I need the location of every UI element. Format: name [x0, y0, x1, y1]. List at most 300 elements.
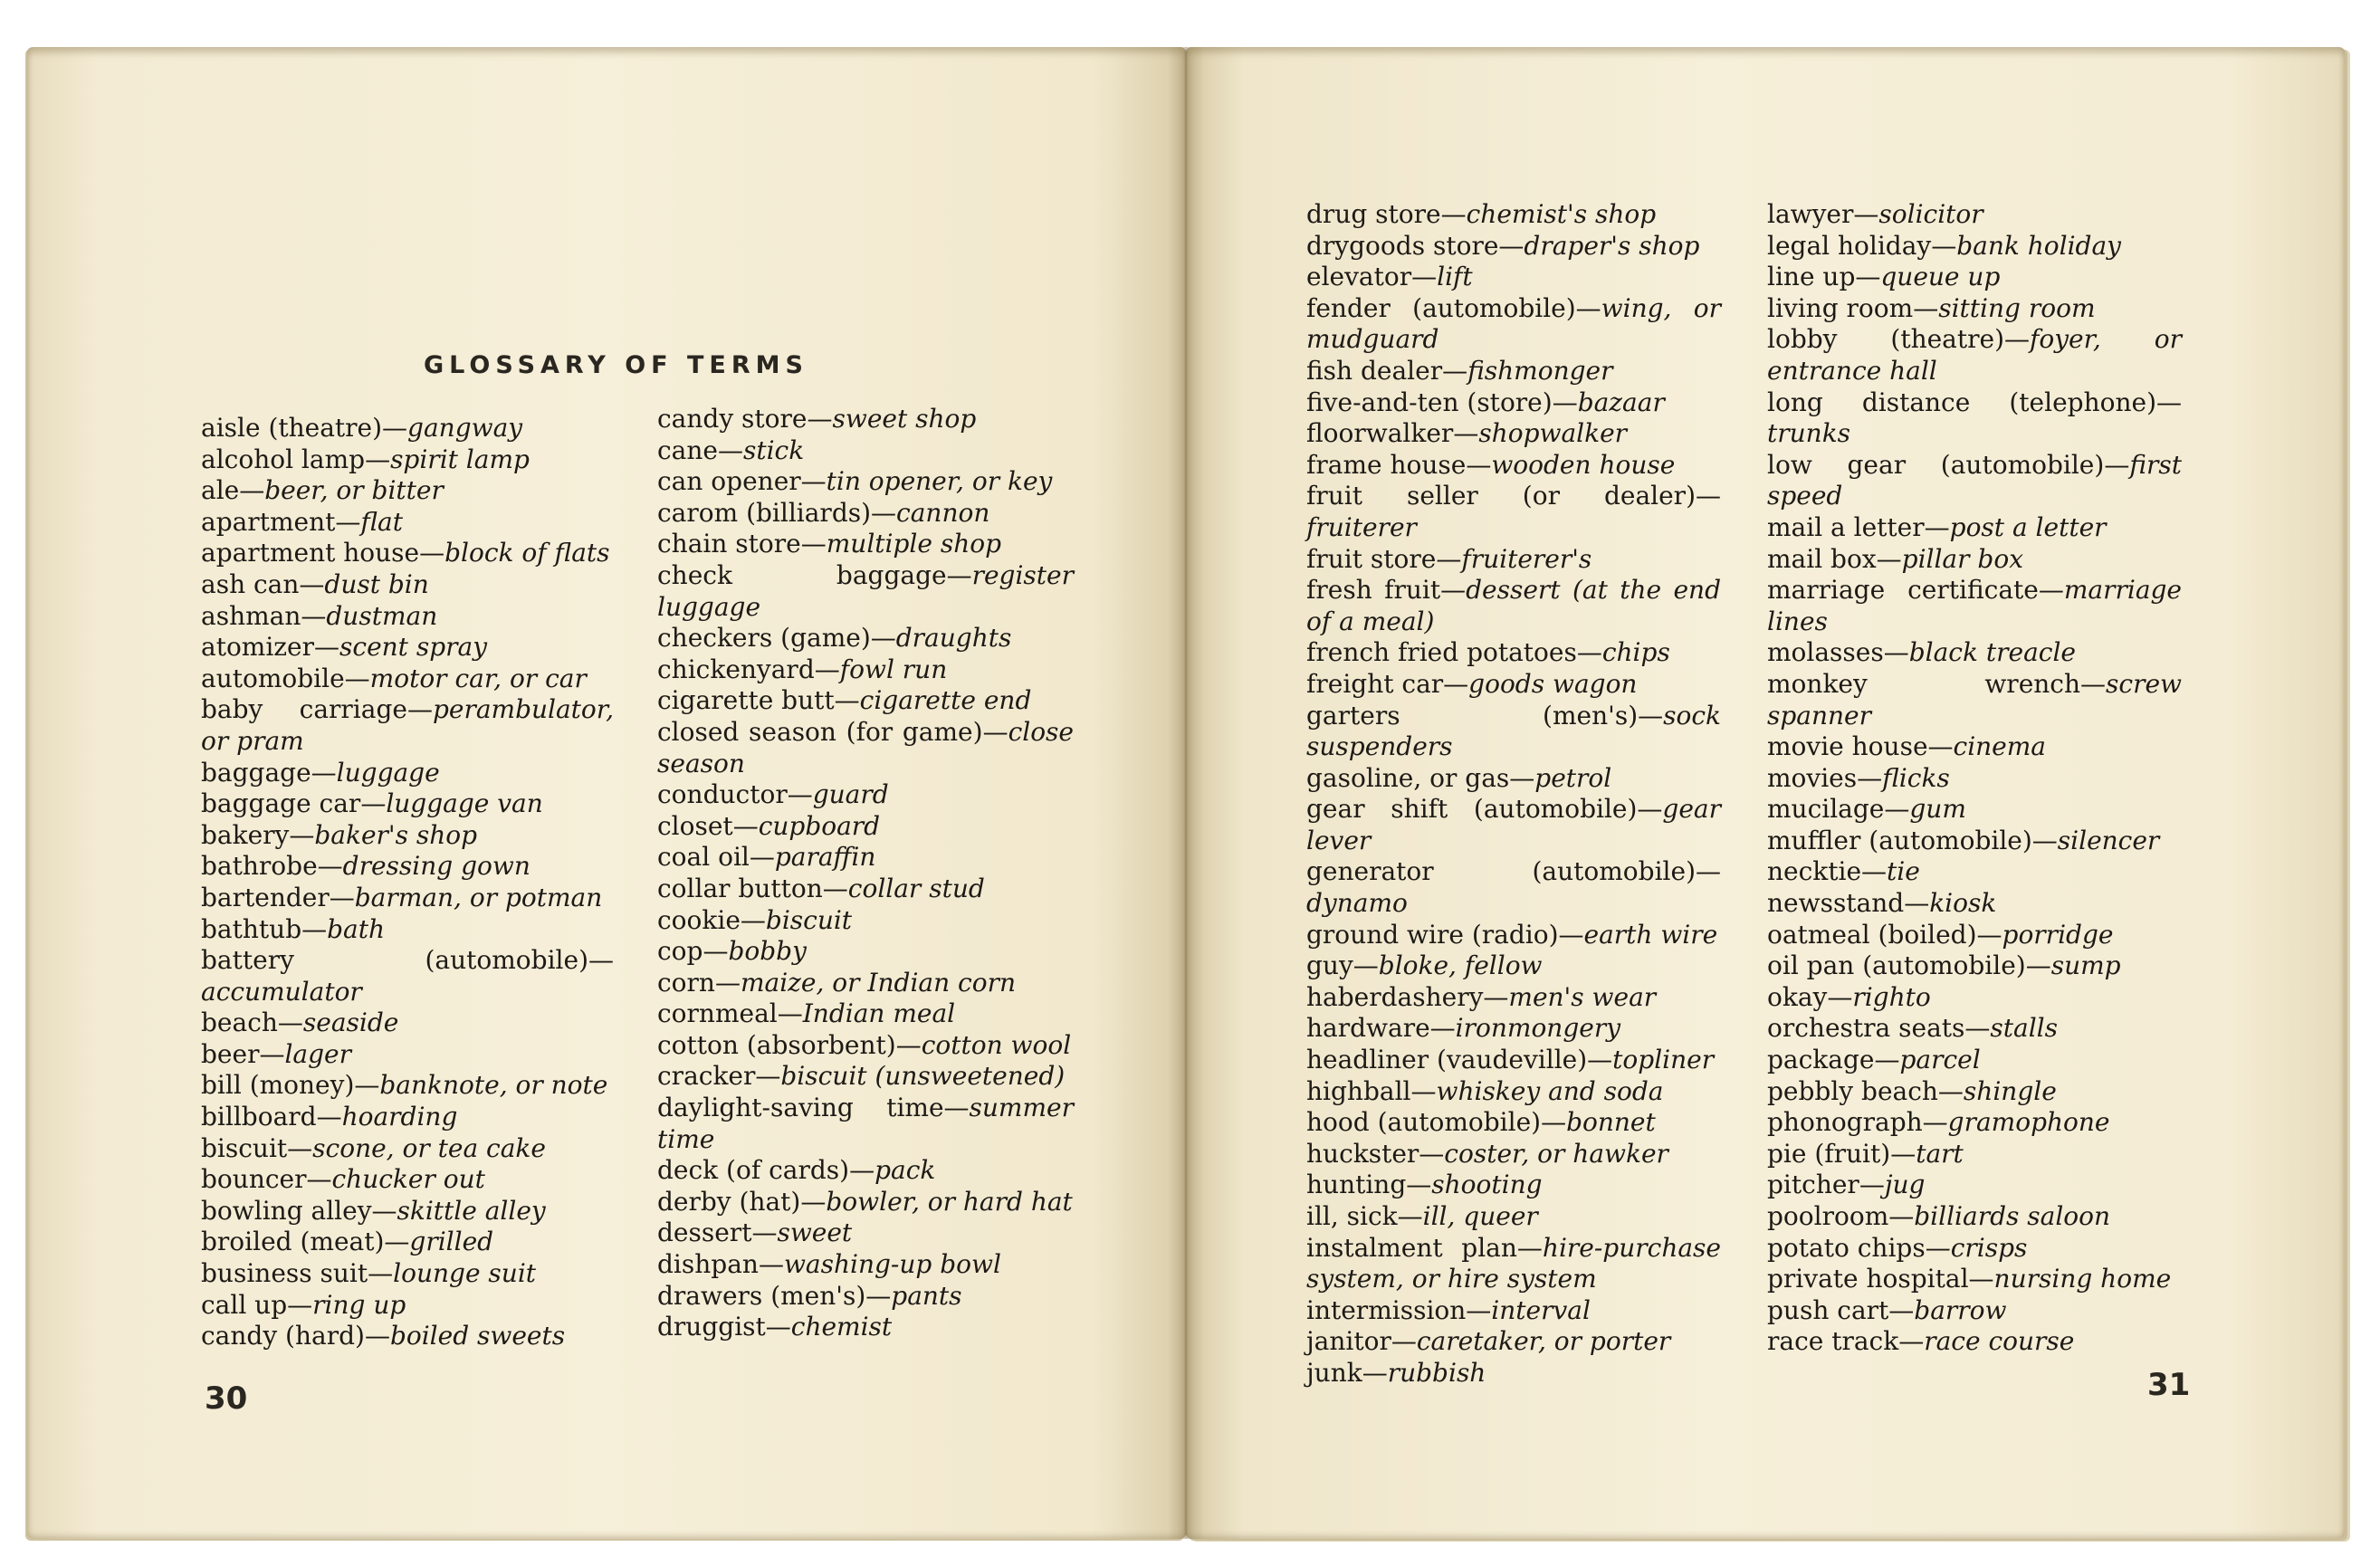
glossary-entry: closet—cupboard [657, 810, 881, 841]
glossary-entry: atomizer—scent spray [201, 632, 488, 663]
glossary-definition: biscuit (unsweetened) [780, 1061, 1066, 1092]
glossary-entry: line up—queue up [1767, 262, 2001, 292]
glossary-entry: orchestra seats—stalls [1767, 1013, 2058, 1044]
glossary-definition: block of flats [444, 538, 610, 568]
glossary-term: legal holiday [1767, 230, 1932, 261]
glossary-term: muffler (automobile) [1767, 825, 2032, 855]
glossary-definition: bonnet [1566, 1107, 1656, 1138]
glossary-entry: floorwalker—shopwalker [1306, 418, 1628, 449]
glossary-column-2 [657, 404, 1074, 1343]
glossary-definition: cigarette end [859, 685, 1032, 716]
glossary-definition: banknote, or note [379, 1070, 608, 1101]
glossary-definition: dessert (at the end of a meal) [1306, 575, 1721, 636]
glossary-term: carom (billiards) [657, 497, 872, 528]
glossary-entry: gear shift (automobile)—gear lever [1306, 794, 1721, 855]
glossary-definition: shooting [1431, 1170, 1543, 1200]
glossary-entry: bathrobe—dressing gown [201, 851, 530, 882]
glossary-term: ale [201, 475, 240, 506]
glossary-term: battery (automobile) [201, 945, 588, 976]
glossary-column-1 [201, 413, 614, 1352]
glossary-term: aisle (theatre) [201, 413, 383, 443]
glossary-term: alcohol lamp [201, 444, 366, 474]
glossary-definition: stick [742, 434, 805, 465]
glossary-entry: potato chips—crisps [1767, 1232, 2028, 1263]
glossary-entry: poolroom—billiards saloon [1767, 1201, 2111, 1231]
glossary-definition: chemist [790, 1312, 893, 1342]
glossary-entry: baggage—luggage [201, 757, 440, 788]
glossary-entry: aisle (theatre)—gangway [201, 413, 523, 443]
glossary-term: movies [1767, 762, 1858, 793]
glossary-term: huckster [1306, 1138, 1419, 1169]
page-number-right: 31 [2147, 1367, 2191, 1403]
glossary-entry: low gear (automobile)—first speed [1767, 449, 2182, 511]
glossary-definition: bowler, or hard hat [826, 1186, 1073, 1217]
glossary-definition: close season [657, 716, 1074, 778]
glossary-entry: fender (automobile)—wing, or mudguard [1306, 292, 1721, 355]
glossary-definition: fishmonger [1467, 355, 1613, 386]
glossary-entry: headliner (vaudeville)—topliner [1306, 1045, 1715, 1075]
glossary-entry: lobby (theatre)—foyer, or entrance hall [1767, 324, 2182, 386]
glossary-definition: Indian meal [802, 998, 956, 1029]
glossary-term: floorwalker [1306, 418, 1454, 449]
glossary-definition: barman, or potman [354, 882, 603, 912]
glossary-definition: gear lever [1306, 794, 1721, 855]
glossary-definition: scent spray [339, 632, 488, 663]
glossary-entry: biscuit—scone, or tea cake [201, 1132, 546, 1163]
glossary-entry: ill, sick—ill, queer [1306, 1201, 1538, 1231]
glossary-entry: alcohol lamp—spirit lamp [201, 444, 530, 474]
glossary-term: conductor [657, 779, 788, 810]
glossary-term: marriage certificate [1767, 575, 2039, 606]
glossary-term: chickenyard [657, 654, 815, 684]
glossary-definition: tart [1916, 1138, 1964, 1169]
glossary-entry: cracker—biscuit (unsweetened) [657, 1061, 1066, 1092]
glossary-entry: broiled (meat)—grilled [201, 1227, 494, 1257]
glossary-definition: jug [1884, 1170, 1926, 1200]
glossary-entry: beer—lager [201, 1038, 351, 1069]
glossary-term: baby carriage [201, 694, 407, 725]
glossary-entry: beach—seaside [201, 1007, 399, 1038]
glossary-term: ground wire (radio) [1306, 919, 1559, 950]
glossary-entry: cotton (absorbent)—cotton wool [657, 1029, 1072, 1060]
glossary-definition: barrow [1914, 1294, 2007, 1325]
glossary-term: checkers (game) [657, 623, 871, 654]
glossary-entry: guy—bloke, fellow [1306, 950, 1543, 981]
glossary-term: closet [657, 810, 733, 841]
glossary-entry: hunting—shooting [1306, 1170, 1543, 1200]
glossary-term: ash can [201, 568, 300, 599]
glossary-term: cracker [657, 1061, 756, 1092]
glossary-definition: perambulator, or pram [201, 694, 614, 756]
glossary-definition: lounge suit [393, 1258, 537, 1289]
glossary-term: fruit seller (or dealer) [1306, 481, 1696, 511]
glossary-definition: summer time [657, 1093, 1074, 1154]
glossary-entry: bowling alley—skittle alley [201, 1195, 546, 1226]
glossary-term: closed season (for game) [657, 716, 983, 747]
glossary-entry: package—parcel [1767, 1045, 1981, 1075]
glossary-entry: pie (fruit)—tart [1767, 1138, 1964, 1169]
glossary-term: intermission [1306, 1294, 1467, 1325]
glossary-term: coal oil [657, 842, 750, 873]
glossary-term: drawers (men's) [657, 1280, 866, 1311]
glossary-term: push cart [1767, 1294, 1889, 1325]
glossary-entry: apartment—flat [201, 506, 403, 537]
glossary-entry: pitcher—jug [1767, 1170, 1926, 1200]
glossary-term: elevator [1306, 262, 1412, 292]
glossary-term: beer [201, 1038, 260, 1069]
glossary-entry: chickenyard—fowl run [657, 654, 948, 684]
glossary-term: okay [1767, 981, 1828, 1012]
glossary-definition: fruiterer's [1461, 543, 1592, 574]
glossary-entry: fish dealer—fishmonger [1306, 355, 1613, 386]
glossary-definition: whiskey and soda [1436, 1075, 1664, 1106]
glossary-definition: bobby [728, 936, 807, 967]
glossary-definition: boiled sweets [389, 1321, 566, 1351]
glossary-definition: skittle alley [397, 1195, 546, 1226]
glossary-entry: oatmeal (boiled)—porridge [1767, 919, 2114, 950]
glossary-term: headliner (vaudeville) [1306, 1045, 1588, 1075]
glossary-definition: accumulator [201, 976, 362, 1007]
glossary-term: bakery [201, 819, 290, 850]
glossary-definition: multiple shop [826, 529, 1002, 559]
glossary-definition: cupboard [758, 810, 881, 841]
glossary-definition: cannon [896, 497, 990, 528]
glossary-entry: drygoods store—draper's shop [1306, 230, 1700, 261]
glossary-entry: ash can—dust bin [201, 568, 429, 599]
glossary-entry: cane—stick [657, 434, 805, 465]
glossary-term: instalment plan [1306, 1232, 1517, 1263]
glossary-entry: mucilage—gum [1767, 794, 1966, 825]
glossary-entry: gasoline, or gas—petrol [1306, 762, 1612, 793]
glossary-entry: cornmeal—Indian meal [657, 998, 956, 1029]
glossary-term: fruit store [1306, 543, 1437, 574]
glossary-definition: flat [360, 506, 403, 537]
glossary-entry: bill (money)—banknote, or note [201, 1070, 608, 1101]
glossary-term: hood (automobile) [1306, 1107, 1542, 1138]
glossary-definition: marriage lines [1767, 575, 2182, 636]
glossary-entry: race track—race course [1767, 1326, 2075, 1357]
glossary-definition: draper's shop [1524, 230, 1700, 261]
glossary-definition: queue up [1880, 262, 2001, 292]
glossary-term: mucilage [1767, 794, 1885, 825]
glossary-entry: druggist—chemist [657, 1312, 893, 1342]
glossary-term: generator (automobile) [1306, 856, 1696, 887]
glossary-entry: haberdashery—men's wear [1306, 981, 1657, 1012]
glossary-definition: sitting room [1938, 292, 2096, 323]
glossary-definition: wooden house [1491, 449, 1676, 480]
glossary-term: janitor [1306, 1326, 1391, 1357]
glossary-term: pebbly beach [1767, 1075, 1938, 1106]
page-number-left: 30 [205, 1380, 248, 1417]
glossary-term: bill (money) [201, 1070, 355, 1101]
glossary-entry: chain store—multiple shop [657, 529, 1002, 559]
glossary-term: deck (of cards) [657, 1155, 850, 1186]
glossary-term: junk [1306, 1357, 1362, 1388]
glossary-definition: dust bin [324, 568, 429, 599]
glossary-term: cigarette butt [657, 685, 835, 716]
glossary-definition: flicks [1882, 762, 1950, 793]
glossary-entry: bathtub—bath [201, 913, 386, 944]
glossary-term: garters (men's) [1306, 700, 1639, 731]
glossary-term: can opener [657, 466, 801, 497]
glossary-definition: bank holiday [1956, 230, 2121, 261]
glossary-entry: generator (automobile)—dynamo [1306, 856, 1721, 919]
glossary-definition: pillar box [1901, 543, 2023, 574]
glossary-entry: bakery—baker's shop [201, 819, 478, 850]
glossary-term: bartender [201, 882, 330, 912]
glossary-term: freight car [1306, 668, 1444, 699]
glossary-entry: check baggage—register luggage [657, 559, 1074, 622]
glossary-entry: fruit store—fruiterer's [1306, 543, 1592, 574]
glossary-entry: dessert—sweet [657, 1218, 853, 1248]
glossary-definition: grilled [409, 1227, 494, 1257]
glossary-definition: gangway [407, 413, 523, 443]
glossary-term: oil pan (automobile) [1767, 950, 2026, 981]
glossary-definition: chips [1601, 637, 1670, 668]
glossary-definition: bloke, fellow [1378, 950, 1543, 981]
glossary-entry: lawyer—solicitor [1767, 199, 1983, 229]
glossary-term: corn [657, 967, 715, 998]
glossary-entry: carom (billiards)—cannon [657, 497, 990, 528]
glossary-definition: post a letter [1949, 511, 2107, 542]
glossary-term: broiled (meat) [201, 1227, 385, 1257]
glossary-definition: porridge [2002, 919, 2114, 950]
glossary-entry: elevator—lift [1306, 262, 1473, 292]
glossary-term: phonograph [1767, 1107, 1923, 1138]
glossary-definition: lift [1437, 262, 1473, 292]
glossary-entry: huckster—coster, or hawker [1306, 1138, 1668, 1169]
glossary-definition: tin opener, or key [826, 466, 1053, 497]
glossary-term: long distance (telephone) [1767, 387, 2156, 417]
glossary-term: bathtub [201, 913, 302, 944]
glossary-term: apartment [201, 506, 336, 537]
glossary-definition: pants [891, 1280, 962, 1311]
glossary-term: french fried potatoes [1306, 637, 1577, 668]
glossary-term: package [1767, 1045, 1875, 1075]
glossary-entry: janitor—caretaker, or porter [1306, 1326, 1671, 1357]
glossary-entry: candy (hard)—boiled sweets [201, 1321, 566, 1351]
glossary-term: gear shift (automobile) [1306, 794, 1638, 825]
glossary-entry: pebbly beach—shingle [1767, 1075, 2057, 1106]
glossary-term: drygoods store [1306, 230, 1499, 261]
glossary-term: poolroom [1767, 1201, 1889, 1231]
glossary-term: lawyer [1767, 199, 1854, 229]
glossary-definition: baker's shop [314, 819, 478, 850]
glossary-definition: cinema [1953, 731, 2046, 762]
glossary-definition: solicitor [1878, 199, 1983, 229]
glossary-entry: ashman—dustman [201, 600, 438, 631]
glossary-definition: gramophone [1947, 1107, 2110, 1138]
glossary-term: guy [1306, 950, 1353, 981]
glossary-term: collar button [657, 873, 823, 903]
glossary-definition: luggage [336, 757, 440, 788]
glossary-entry: private hospital—nursing home [1767, 1264, 2172, 1294]
glossary-definition: righto [1852, 981, 1931, 1012]
glossary-entry: okay—righto [1767, 981, 1931, 1012]
glossary-definition: billiards saloon [1914, 1201, 2111, 1231]
glossary-entry: automobile—motor car, or car [201, 663, 587, 693]
glossary-entry: coal oil—paraffin [657, 842, 876, 873]
glossary-definition: seaside [302, 1007, 399, 1038]
glossary-term: monkey wrench [1767, 668, 2081, 699]
glossary-entry: bartender—barman, or potman [201, 882, 603, 912]
glossary-definition: ring up [312, 1289, 406, 1320]
glossary-definition: tie [1887, 856, 1920, 887]
glossary-term: private hospital [1767, 1264, 1969, 1294]
glossary-term: hunting [1306, 1170, 1407, 1200]
glossary-definition: petrol [1534, 762, 1612, 793]
glossary-entry: drug store—chemist's shop [1306, 199, 1657, 229]
glossary-definition: coster, or hawker [1444, 1138, 1668, 1169]
glossary-entry: battery (automobile)—accumulator [201, 945, 614, 1007]
glossary-term: candy (hard) [201, 1321, 365, 1351]
glossary-entry: apartment house—block of flats [201, 538, 610, 568]
glossary-term: ill, sick [1306, 1201, 1398, 1231]
glossary-entry: hood (automobile)—bonnet [1306, 1107, 1656, 1138]
glossary-term: apartment house [201, 538, 420, 568]
glossary-definition: washing-up bowl [783, 1249, 1001, 1280]
glossary-term: fender (automobile) [1306, 292, 1576, 323]
glossary-entry: deck (of cards)—pack [657, 1155, 936, 1186]
glossary-entry: living room—sitting room [1767, 292, 2096, 323]
glossary-term: daylight-saving time [657, 1093, 944, 1123]
glossary-entry: baggage car—luggage van [201, 788, 543, 819]
glossary-term: potato chips [1767, 1232, 1926, 1263]
glossary-term: billboard [201, 1102, 317, 1132]
glossary-definition: earth wire [1583, 919, 1718, 950]
glossary-definition: foyer, or entrance hall [1767, 324, 2182, 386]
glossary-entry: fresh fruit—dessert (at the end of a meal) [1306, 575, 1721, 636]
glossary-entry: bouncer—chucker out [201, 1164, 485, 1195]
glossary-definition: guard [812, 779, 889, 810]
glossary-definition: biscuit [765, 904, 853, 935]
glossary-entry: newsstand—kiosk [1767, 888, 1997, 919]
glossary-entry: push cart—barrow [1767, 1294, 2007, 1325]
glossary-term: molasses [1767, 637, 1884, 668]
glossary-term: cop [657, 936, 703, 967]
glossary-term: highball [1306, 1075, 1411, 1106]
glossary-entry: marriage certificate—marriage lines [1767, 575, 2182, 636]
book-gutter [1168, 47, 1204, 1539]
glossary-entry: conductor—guard [657, 779, 889, 810]
glossary-entry: long distance (telephone)—trunks [1767, 387, 2182, 449]
glossary-entry: checkers (game)—draughts [657, 623, 1012, 654]
glossary-entry: dishpan—washing-up bowl [657, 1249, 1001, 1280]
glossary-definition: beer, or bitter [264, 475, 444, 506]
glossary-entry: phonograph—gramophone [1767, 1107, 2110, 1138]
glossary-term: atomizer [201, 632, 315, 663]
glossary-entry: highball—whiskey and soda [1306, 1075, 1664, 1106]
glossary-definition: interval [1491, 1294, 1591, 1325]
glossary-definition: kiosk [1929, 888, 1997, 919]
glossary-term: druggist [657, 1312, 766, 1342]
glossary-definition: dressing gown [342, 851, 530, 882]
glossary-definition: sweet shop [832, 404, 977, 434]
glossary-definition: lager [284, 1038, 351, 1069]
glossary-entry: five-and-ten (store)—bazaar [1306, 387, 1665, 417]
glossary-entry: ale—beer, or bitter [201, 475, 444, 506]
glossary-term: haberdashery [1306, 981, 1484, 1012]
glossary-term: gasoline, or gas [1306, 762, 1510, 793]
glossary-term: baggage [201, 757, 311, 788]
glossary-term: orchestra seats [1767, 1013, 1965, 1044]
glossary-term: dishpan [657, 1249, 759, 1280]
glossary-term: pitcher [1767, 1170, 1859, 1200]
glossary-definition: nursing home [1993, 1264, 2172, 1294]
glossary-definition: hire-purchase system, or hire system [1306, 1232, 1721, 1294]
glossary-entry: billboard—hoarding [201, 1102, 458, 1132]
glossary-definition: chemist's shop [1466, 199, 1657, 229]
glossary-term: check baggage [657, 559, 947, 590]
glossary-definition: bazaar [1577, 387, 1665, 417]
glossary-entry: fruit seller (or dealer)—fruiterer [1306, 481, 1721, 542]
glossary-entry: derby (hat)—bowler, or hard hat [657, 1186, 1073, 1217]
glossary-definition: spirit lamp [390, 444, 530, 474]
glossary-entry: legal holiday—bank holiday [1767, 230, 2121, 261]
glossary-entry: freight car—goods wagon [1306, 668, 1638, 699]
glossary-term: necktie [1767, 856, 1862, 887]
glossary-entry: frame house—wooden house [1306, 449, 1676, 480]
glossary-entry: instalment plan—hire-purchase system, or hire system [1306, 1232, 1721, 1294]
glossary-term: mail box [1767, 543, 1877, 574]
glossary-definition: collar stud [847, 873, 985, 903]
glossary-definition: shopwalker [1478, 418, 1628, 449]
glossary-entry: cigarette butt—cigarette end [657, 685, 1032, 716]
glossary-heading: GLOSSARY OF TERMS [424, 351, 808, 379]
glossary-definition: register luggage [657, 559, 1074, 622]
glossary-entry: junk—rubbish [1306, 1357, 1486, 1388]
glossary-term: cane [657, 434, 718, 465]
glossary-term: baggage car [201, 788, 361, 819]
glossary-definition: bath [327, 913, 386, 944]
glossary-term: movie house [1767, 731, 1928, 762]
glossary-definition: fowl run [839, 654, 948, 684]
glossary-definition: crisps [1950, 1232, 2028, 1263]
glossary-entry: french fried potatoes—chips [1306, 637, 1670, 668]
glossary-definition: screw spanner [1767, 668, 2182, 731]
glossary-entry: ground wire (radio)—earth wire [1306, 919, 1718, 950]
glossary-definition: cotton wool [921, 1029, 1072, 1060]
glossary-entry: muffler (automobile)—silencer [1767, 825, 2160, 855]
glossary-entry: corn—maize, or Indian corn [657, 967, 1016, 998]
glossary-definition: chucker out [331, 1164, 485, 1195]
glossary-definition: topliner [1612, 1045, 1715, 1075]
glossary-definition: wing, or mudguard [1306, 292, 1721, 355]
glossary-definition: dynamo [1306, 888, 1408, 919]
glossary-column-3 [1306, 199, 1721, 1389]
glossary-entry: necktie—tie [1767, 856, 1920, 887]
glossary-definition: shingle [1963, 1075, 2057, 1106]
glossary-entry: garters (men's)—sock suspenders [1306, 700, 1721, 762]
glossary-definition: maize, or Indian corn [740, 967, 1016, 998]
glossary-definition: hoarding [341, 1102, 458, 1132]
glossary-entry: molasses—black treacle [1767, 637, 2076, 668]
glossary-entry: cookie—biscuit [657, 904, 853, 935]
glossary-definition: scone, or tea cake [312, 1132, 546, 1163]
glossary-definition: paraffin [774, 842, 876, 873]
glossary-definition: race course [1924, 1326, 2075, 1357]
glossary-entry: intermission—interval [1306, 1294, 1591, 1325]
glossary-definition: sweet [777, 1218, 853, 1248]
glossary-term: cookie [657, 904, 741, 935]
glossary-term: beach [201, 1007, 278, 1038]
glossary-definition: luggage van [386, 788, 543, 819]
glossary-definition: dustman [326, 600, 438, 631]
glossary-definition: men's wear [1508, 981, 1657, 1012]
glossary-term: lobby (theatre) [1767, 324, 2005, 355]
glossary-entry: closed season (for game)—close season [657, 716, 1074, 778]
glossary-entry: call up—ring up [201, 1289, 406, 1320]
